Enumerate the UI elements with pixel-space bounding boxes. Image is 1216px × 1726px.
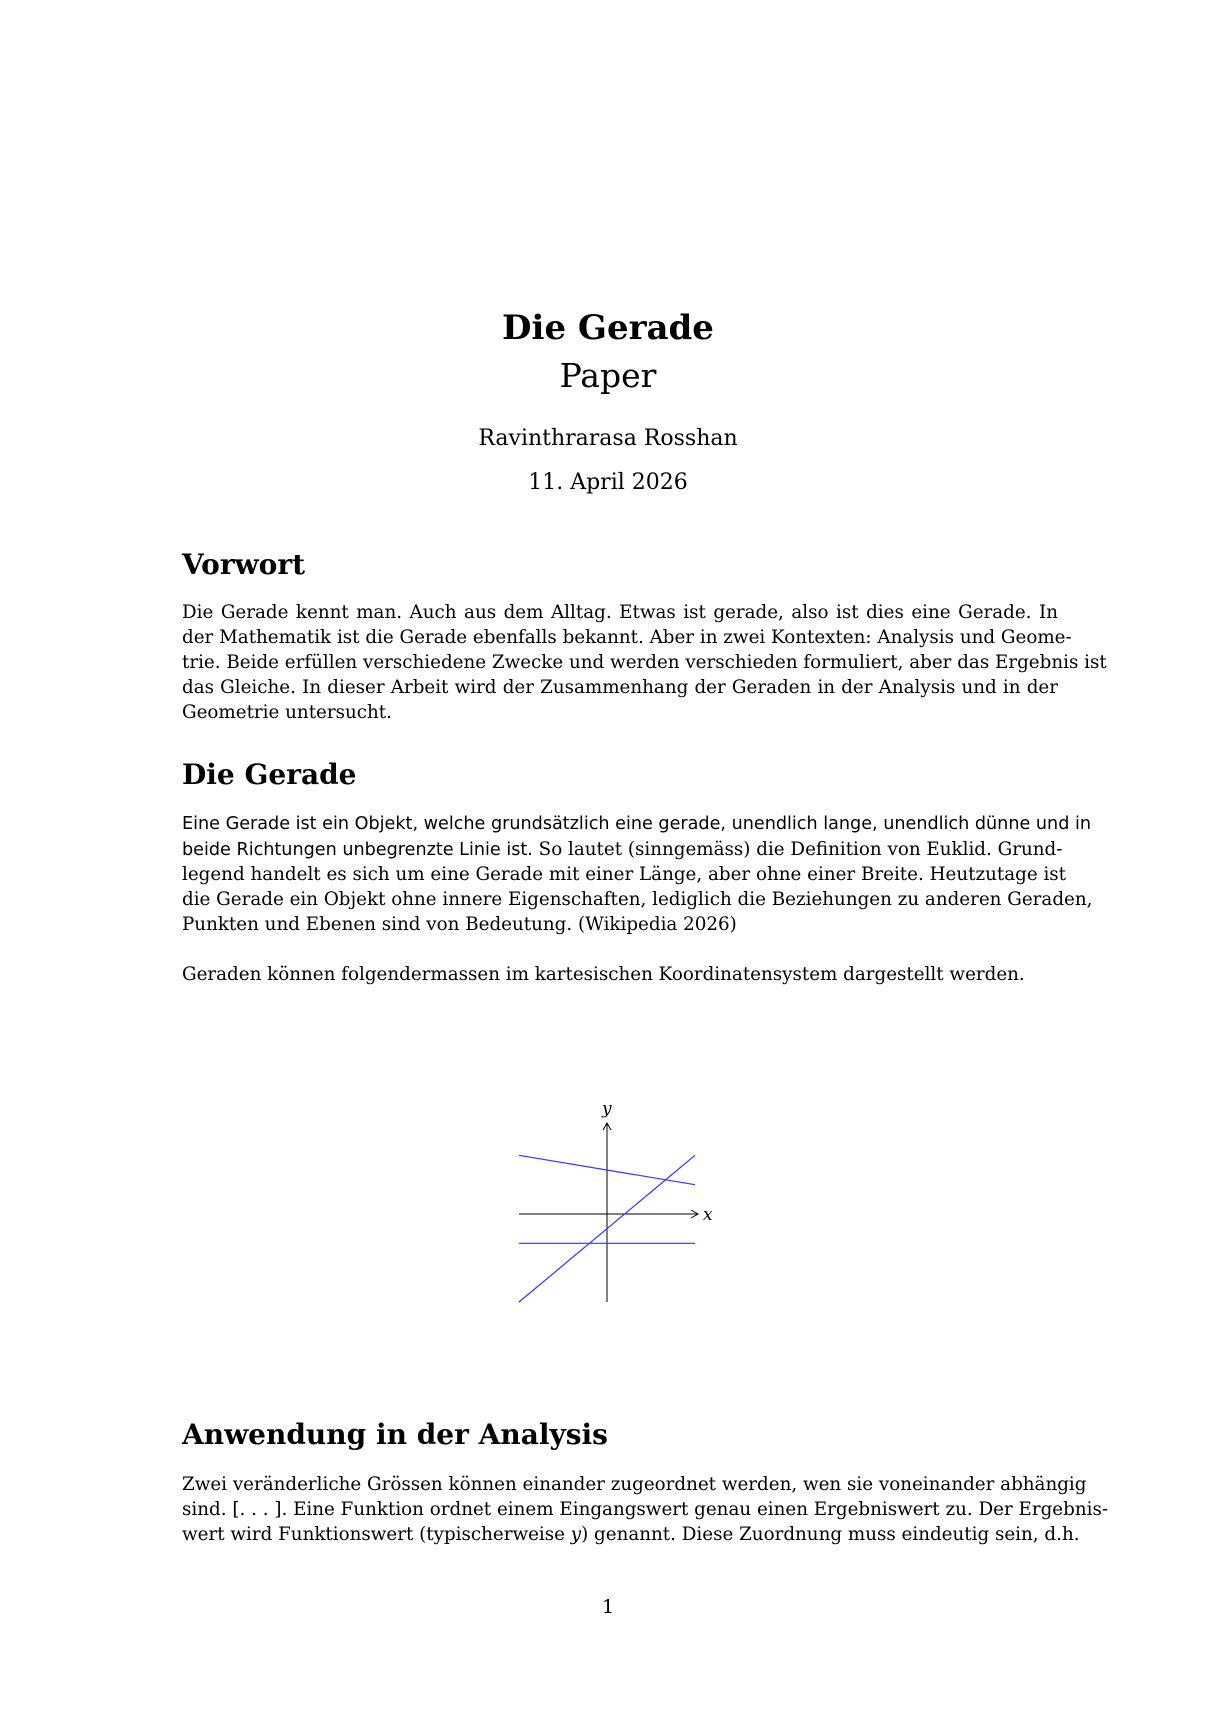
text-line: das Gleiche. In dieser Arbeit wird der Zusammenhang der Geraden in der Analysis und in der xyxy=(182,677,1058,698)
paper-title: Die Gerade xyxy=(502,308,714,348)
text-span: wert wird Funktionswert (typischerweise xyxy=(182,1524,571,1545)
section-heading-vorwort: Vorwort xyxy=(182,548,306,581)
definition-quote-line: Eine Gerade ist ein Objekt, welche grundsätzlich eine gerade, unendlich lange, unendlich dünne und in xyxy=(182,814,1091,834)
date: 11. April 2026 xyxy=(528,470,688,495)
page-number: 1 xyxy=(601,1596,615,1618)
text-line: Geraden können folgendermassen im kartesischen Koordinatensystem dargestellt werden. xyxy=(182,964,1025,985)
text-line: legend handelt es sich um eine Gerade mit einer Länge, aber ohne einer Breite. Heutzutage ist xyxy=(182,864,1067,885)
text-span: ) genannt. Diese Zuordnung muss eindeutig sein, d.h. xyxy=(581,1524,1080,1545)
variable-y: y xyxy=(570,1524,582,1545)
text-line: der Mathematik ist die Gerade ebenfalls bekannt. Aber in zwei Kontexten: Analysis und Geome- xyxy=(182,627,1072,648)
author: Ravinthrarasa Rosshan xyxy=(478,426,738,451)
y-axis-label: y xyxy=(602,1099,612,1120)
section-heading-analysis: Anwendung in der Analysis xyxy=(182,1418,608,1451)
text-line: trie. Beide erfüllen verschiedene Zwecke und werden verschieden formuliert, aber das Ergebnis ist xyxy=(182,652,1107,673)
text-line xyxy=(182,1522,1080,1547)
text-line: Punkten und Ebenen sind von Bedeutung. (Wikipedia 2026) xyxy=(182,914,737,935)
text-line: sind. [. . . ]. Eine Funktion ordnet einem Eingangswert genau einen Ergebniswert zu. Der Ergebnis- xyxy=(182,1499,1108,1520)
paragraph-analysis xyxy=(182,1472,1108,1547)
text-line: Die Gerade kennt man. Auch aus dem Alltag. Etwas ist gerade, also ist dies eine Gerade. In xyxy=(182,602,1058,623)
text-line: die Gerade ein Objekt ohne innere Eigenschaften, lediglich die Beziehungen zu anderen Geraden, xyxy=(182,889,1093,910)
paper-subtitle: Paper xyxy=(559,356,657,395)
text-line: Zwei veränderliche Grössen können einander zugeordnet werden, wen sie voneinander abhängig xyxy=(182,1474,1087,1495)
definition-quote-end: beide Richtungen unbegrenzte Linie ist. xyxy=(182,840,533,860)
x-axis-label: x xyxy=(702,1205,713,1225)
text-span: So lautet (sinngemäss) die Definition von Euklid. Grund- xyxy=(532,839,1063,860)
section-heading-gerade: Die Gerade xyxy=(182,758,357,791)
text-line: Geometrie untersucht. xyxy=(182,702,392,723)
